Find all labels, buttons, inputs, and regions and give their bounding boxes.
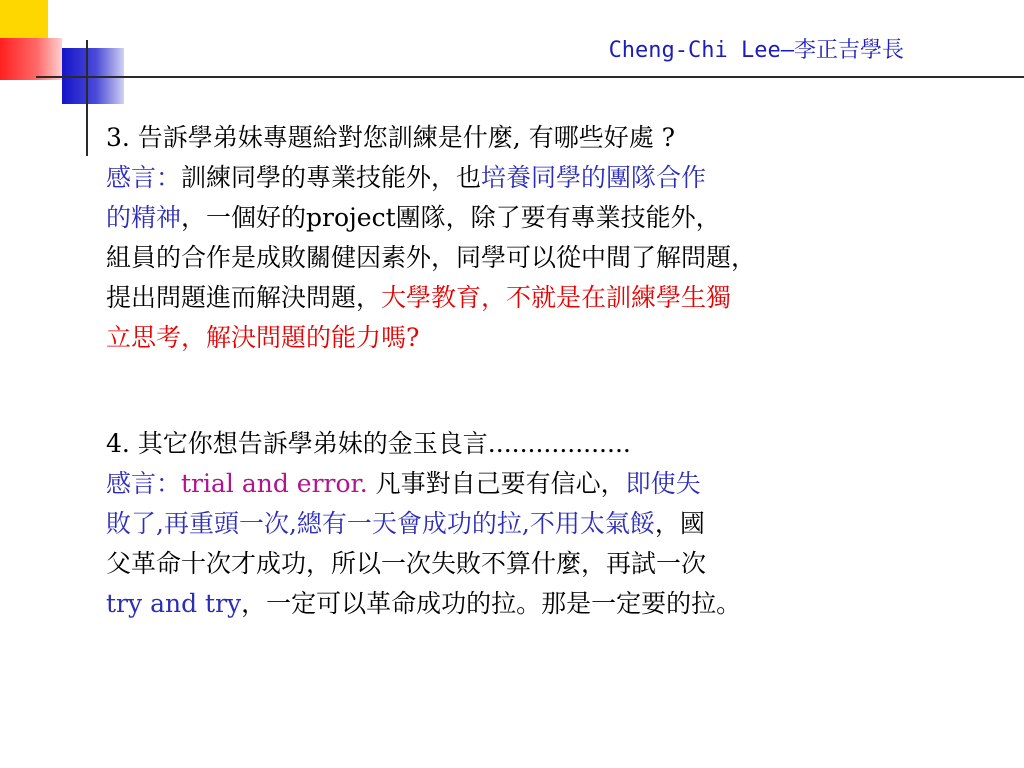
answer-3-emphasis: 大學教育，不就是在訓練學生獨: [381, 283, 732, 312]
answer-3-line-3: 組員的合作是成敗關健因素外，同學可以從中間了解問題，: [106, 243, 757, 272]
answer-3-line-2: [106, 198, 1006, 238]
answer-3-text: 訓練同學的專業技能外，也: [181, 163, 482, 192]
answer-3-line-4: [106, 278, 1006, 318]
answer-3-line-5: 立思考，解決問題的能力嗎?: [106, 323, 420, 352]
answer-3-highlight: 培養同學的團隊合作: [481, 163, 707, 192]
answer-4-text: ，一定可以革命成功的拉。那是一定要的拉。: [241, 589, 742, 618]
answer-4-line-3: 父革命十次才成功，所以一次失敗不算什麼，再試一次: [106, 549, 707, 578]
answer-4-line-2: [106, 504, 1006, 544]
answer-4-text: 凡事對自己要有信心，: [367, 469, 626, 498]
answer-4-highlight: 即使失: [625, 469, 701, 498]
answer-3-text: 提出問題進而解決問題，: [106, 283, 382, 312]
answer-4-line-4: [106, 584, 1006, 624]
answer-3-label: 感言：: [106, 163, 182, 192]
slide-header: Cheng-Chi Lee—李正吉學長: [608, 38, 904, 63]
answer-4-label: 感言：: [106, 469, 182, 498]
question-3: 3. 告訴學弟妹專題給對您訓練是什麼, 有哪些好處 ?: [106, 123, 676, 152]
answer-4-highlight: 敗了,再重頭一次,總有一天會成功的拉,不用太氣餒: [106, 509, 655, 538]
decor-red-square: [0, 38, 62, 80]
answer-4-line-1: [106, 464, 1006, 504]
header-vertical-rule: [86, 40, 88, 156]
answer-3-line-1: [106, 158, 1006, 198]
question-4-block: [106, 424, 1006, 624]
header-horizontal-rule: [36, 76, 1024, 78]
answer-3-text: ，一個好的project團隊，除了要有專業技能外，: [181, 203, 721, 232]
question-3-block: [106, 118, 1006, 358]
answer-4-motto: trial and error.: [181, 469, 368, 498]
answer-3-highlight: 的精神: [106, 203, 182, 232]
question-4: 4. 其它你想告訴學弟妹的金玉良言..................: [106, 429, 631, 458]
answer-4-highlight: try and try: [106, 589, 242, 618]
answer-4-text: ，國: [654, 509, 705, 538]
